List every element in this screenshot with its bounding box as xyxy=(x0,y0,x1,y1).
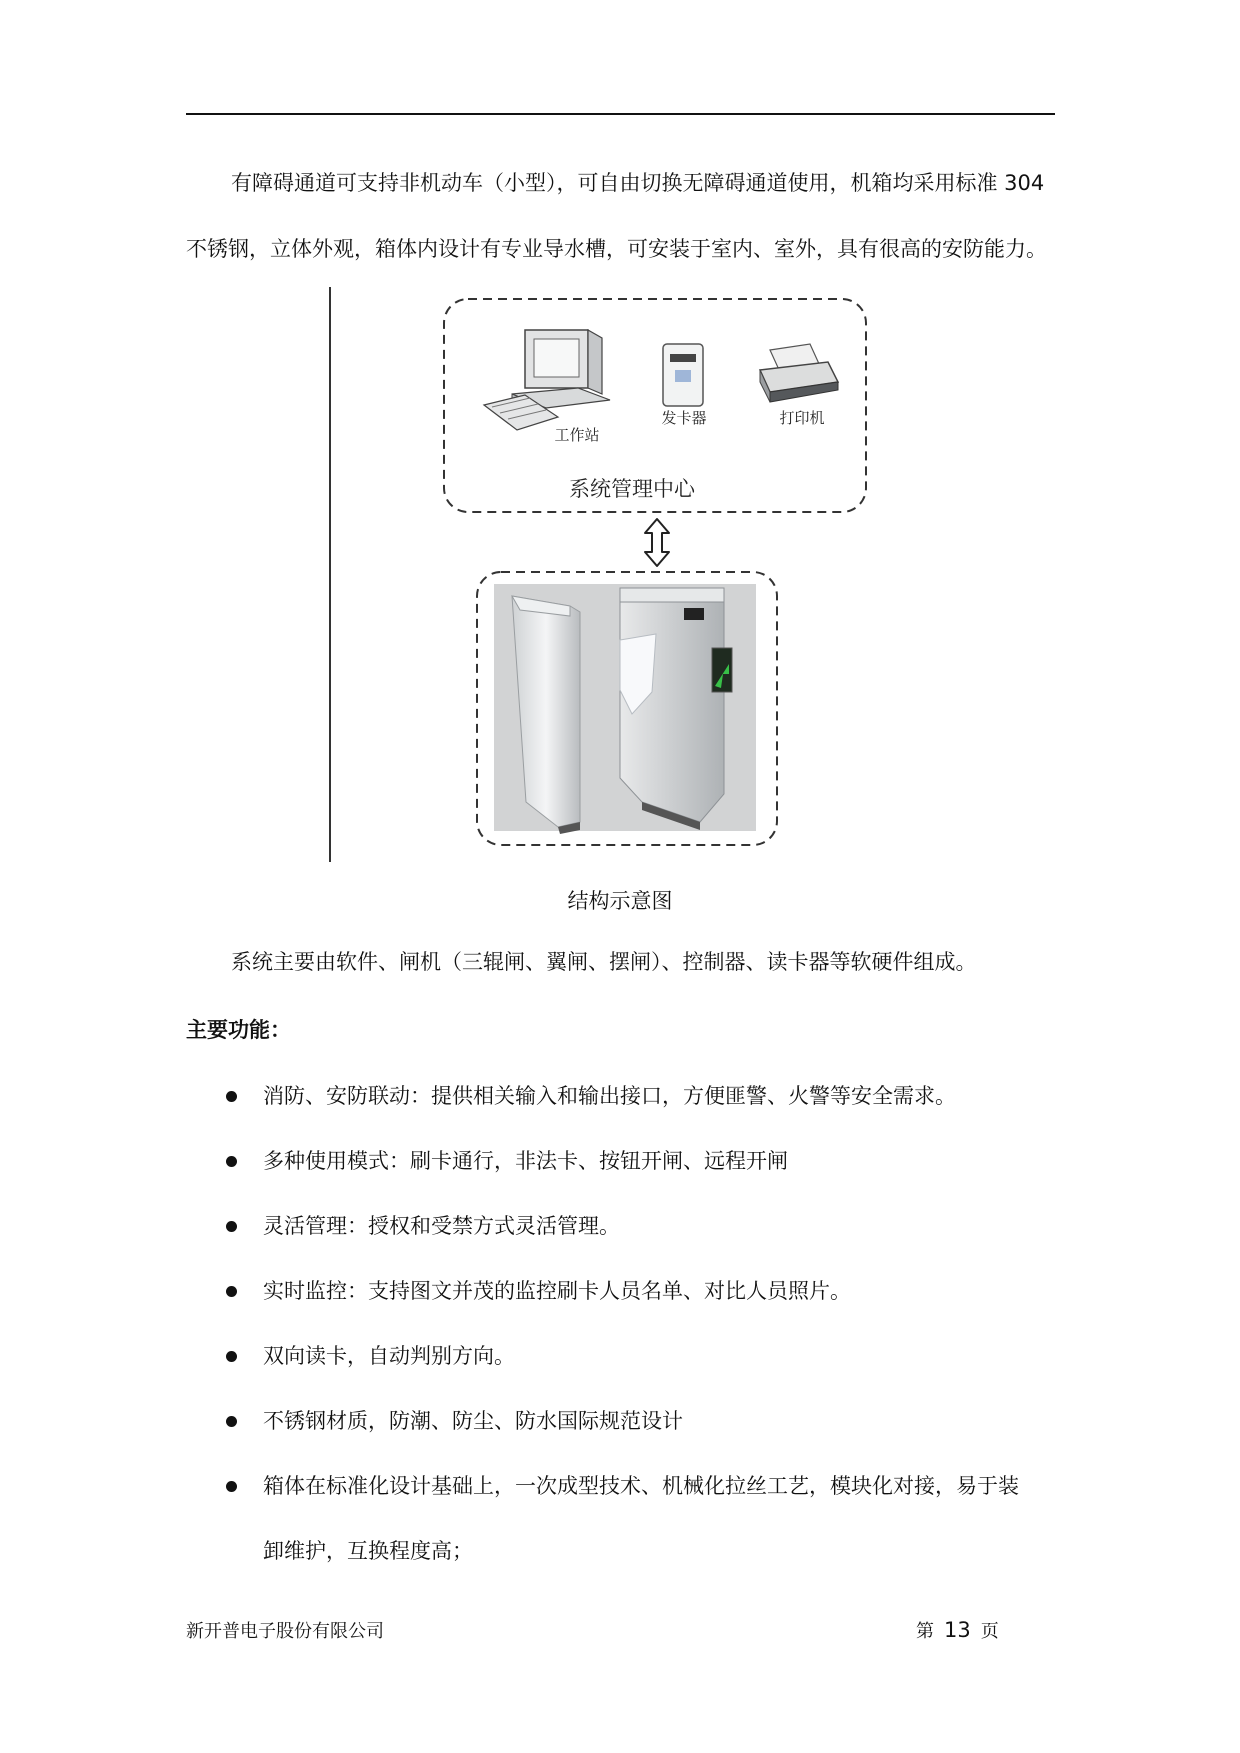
feature-text: 实时监控：支持图文并茂的监控刷卡人员名单、对比人员照片。 xyxy=(263,1279,851,1303)
bullet-dot-icon xyxy=(226,1351,237,1362)
workstation-label: 工作站 xyxy=(554,426,600,444)
features-heading: 主要功能： xyxy=(186,1018,291,1042)
bullet-dot-icon xyxy=(226,1416,237,1427)
bullet-dot-icon xyxy=(226,1481,237,1492)
bidirectional-arrow-icon xyxy=(645,519,669,566)
card-issuer-label: 发卡器 xyxy=(661,409,707,427)
feature-text: 不锈钢材质，防潮、防尘、防水国际规范设计 xyxy=(263,1409,683,1433)
workstation-icon xyxy=(484,330,610,430)
page-suffix: 页 xyxy=(980,1621,999,1642)
footer-page-number xyxy=(916,1616,999,1646)
feature-text: 双向读卡，自动判别方向。 xyxy=(263,1344,515,1368)
page-prefix: 第 xyxy=(916,1621,934,1642)
intro-paragraph-line-1: 有障碍通道可支持非机动车（小型），可自由切换无障碍通道使用，机箱均采用标准 304 xyxy=(231,171,1045,195)
feature-text: 灵活管理：授权和受禁方式灵活管理。 xyxy=(263,1214,620,1238)
card-issuer-icon xyxy=(663,344,703,406)
feature-text-continuation: 卸维护，互换程度高； xyxy=(263,1539,473,1563)
turnstile-photo xyxy=(494,584,756,834)
page-number: 13 xyxy=(944,1618,971,1642)
feature-text: 多种使用模式：刷卡通行，非法卡、按钮开闸、远程开闸 xyxy=(263,1149,788,1173)
footer-company: 新开普电子股份有限公司 xyxy=(186,1621,384,1642)
system-paragraph: 系统主要由软件、闸机（三辊闸、翼闸、摆闸）、控制器、读卡器等软硬件组成。 xyxy=(231,950,977,974)
feature-text: 箱体在标准化设计基础上，一次成型技术、机械化拉丝工艺，模块化对接，易于装 xyxy=(263,1474,1019,1498)
printer-label: 打印机 xyxy=(779,409,825,427)
bullet-dot-icon xyxy=(226,1221,237,1232)
feature-text: 消防、安防联动：提供相关输入和输出接口，方便匪警、火警等安全需求。 xyxy=(263,1084,956,1108)
printer-icon xyxy=(760,344,838,402)
management-center-label: 系统管理中心 xyxy=(569,477,695,501)
bullet-dot-icon xyxy=(226,1091,237,1102)
figure-caption: 结构示意图 xyxy=(567,889,673,913)
bullet-dot-icon xyxy=(226,1156,237,1167)
structure-diagram xyxy=(320,282,880,864)
bullet-dot-icon xyxy=(226,1286,237,1297)
intro-paragraph-line-2: 不锈钢，立体外观，箱体内设计有专业导水槽，可安装于室内、室外，具有很高的安防能力。 xyxy=(186,237,1047,261)
header-rule xyxy=(186,113,1055,115)
